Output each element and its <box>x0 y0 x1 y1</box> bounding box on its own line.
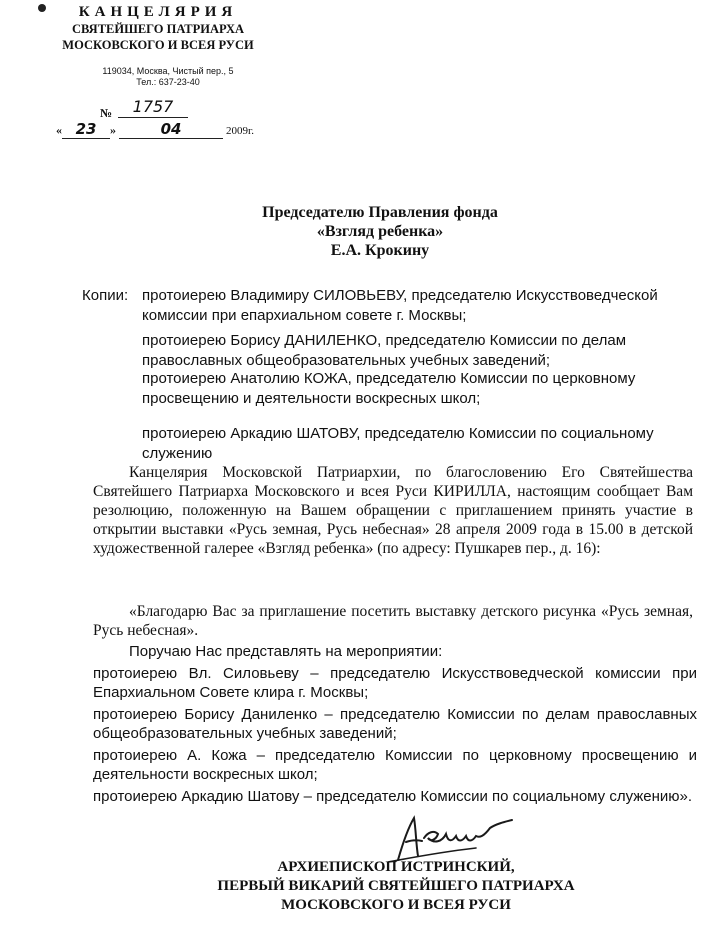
letterhead-phone: Тел.: 637-23-40 <box>136 77 200 87</box>
letterhead-address: 119034, Москва, Чистый пер., 5 <box>102 66 234 76</box>
outgoing-number: 1757 <box>118 97 188 118</box>
main-paragraph-block <box>93 463 693 558</box>
scan-mark <box>38 4 46 12</box>
copy-recipient: протоиерею Аркадию ШАТОВУ, председателю Комиссии по социальному служению <box>142 425 654 462</box>
letterhead-address-block <box>78 66 258 88</box>
date-year: 2009г. <box>226 125 255 137</box>
letter-date: « 23 » 04 2009г. <box>56 120 255 138</box>
copy-recipient: протоиерею Борису ДАНИЛЕНКО, председателю Комиссии по делам православных общеобразовательных учебных заведений; <box>142 332 627 369</box>
signatory-title-line3: МОСКОВСКОГО И ВСЕЯ РУСИ <box>281 897 511 913</box>
copy-recipient: протоиерею Анатолию КОЖА, председателю Комиссии по церковному просвещению и деятельности воскресных школ; <box>142 370 636 407</box>
copies-label: Копии: <box>82 287 129 304</box>
date-month: 04 <box>119 120 223 139</box>
addressee-line3: Е.А. Крокину <box>330 242 430 259</box>
resolution-item: протоиерею Борису Даниленко – председателю Комиссии по делам православных общеобразовательных учебных заведений; <box>93 706 697 742</box>
letterhead-org: КАНЦЕЛЯРИЯ <box>78 4 238 20</box>
signatory-title-line1: АРХИЕПИСКОП ИСТРИНСКИЙ, <box>277 859 515 875</box>
copy-recipient: протоиерею Владимиру СИЛОВЬЕВУ, председателю Искусствоведческой комиссии при епархиальном совете г. Москвы; <box>142 287 658 324</box>
letterhead-line1: СВЯТЕЙШЕГО ПАТРИАРХА <box>71 22 245 36</box>
letterhead <box>48 4 268 53</box>
main-paragraph: Канцелярия Московской Патриархии, по благословению Его Святейшества Святейшего Патриарха Московского и всея Руси КИРИЛЛА, настоящим сообщает Вам резолюцию, положенную на Вашем обращении с приглашением принять участие в открытии выставки «Русь земная, Русь небесная» 28 апреля 2009 года в 15.00 в детской художественной галерее «Взгляд ребенка» (по адресу: Пушкарев пер., д. 16): <box>93 464 693 557</box>
resolution-list <box>93 642 697 809</box>
resolution-intro: Поручаю Нас представлять на мероприятии: <box>129 643 443 660</box>
signature-block <box>196 858 596 915</box>
addressee-line1: Председателю Правления фонда <box>262 204 498 221</box>
addressee-line2: «Взгляд ребенка» <box>316 223 444 240</box>
resolution-quote-block <box>93 602 693 640</box>
number-label: № <box>100 106 113 120</box>
date-day: 23 <box>62 120 110 139</box>
resolution-quote: «Благодарю Вас за приглашение посетить выставку детского рисунка «Русь земная, Русь небесная». <box>93 603 693 639</box>
resolution-item: протоиерею А. Кожа – председателю Комиссии по церковному просвещению и деятельности воскресных школ; <box>93 747 697 783</box>
signatory-title-line2: ПЕРВЫЙ ВИКАРИЙ СВЯТЕЙШЕГО ПАТРИАРХА <box>217 878 575 894</box>
letterhead-line2: МОСКОВСКОГО И ВСЕЯ РУСИ <box>62 38 254 52</box>
addressee <box>190 203 570 260</box>
resolution-item: протоиерею Вл. Силовьеву – председателю Искусствоведческой комиссии при Епархиальном Совете клира г. Москвы; <box>93 665 697 701</box>
resolution-item: протоиерею Аркадию Шатову – председателю Комиссии по социальному служению». <box>93 788 693 805</box>
